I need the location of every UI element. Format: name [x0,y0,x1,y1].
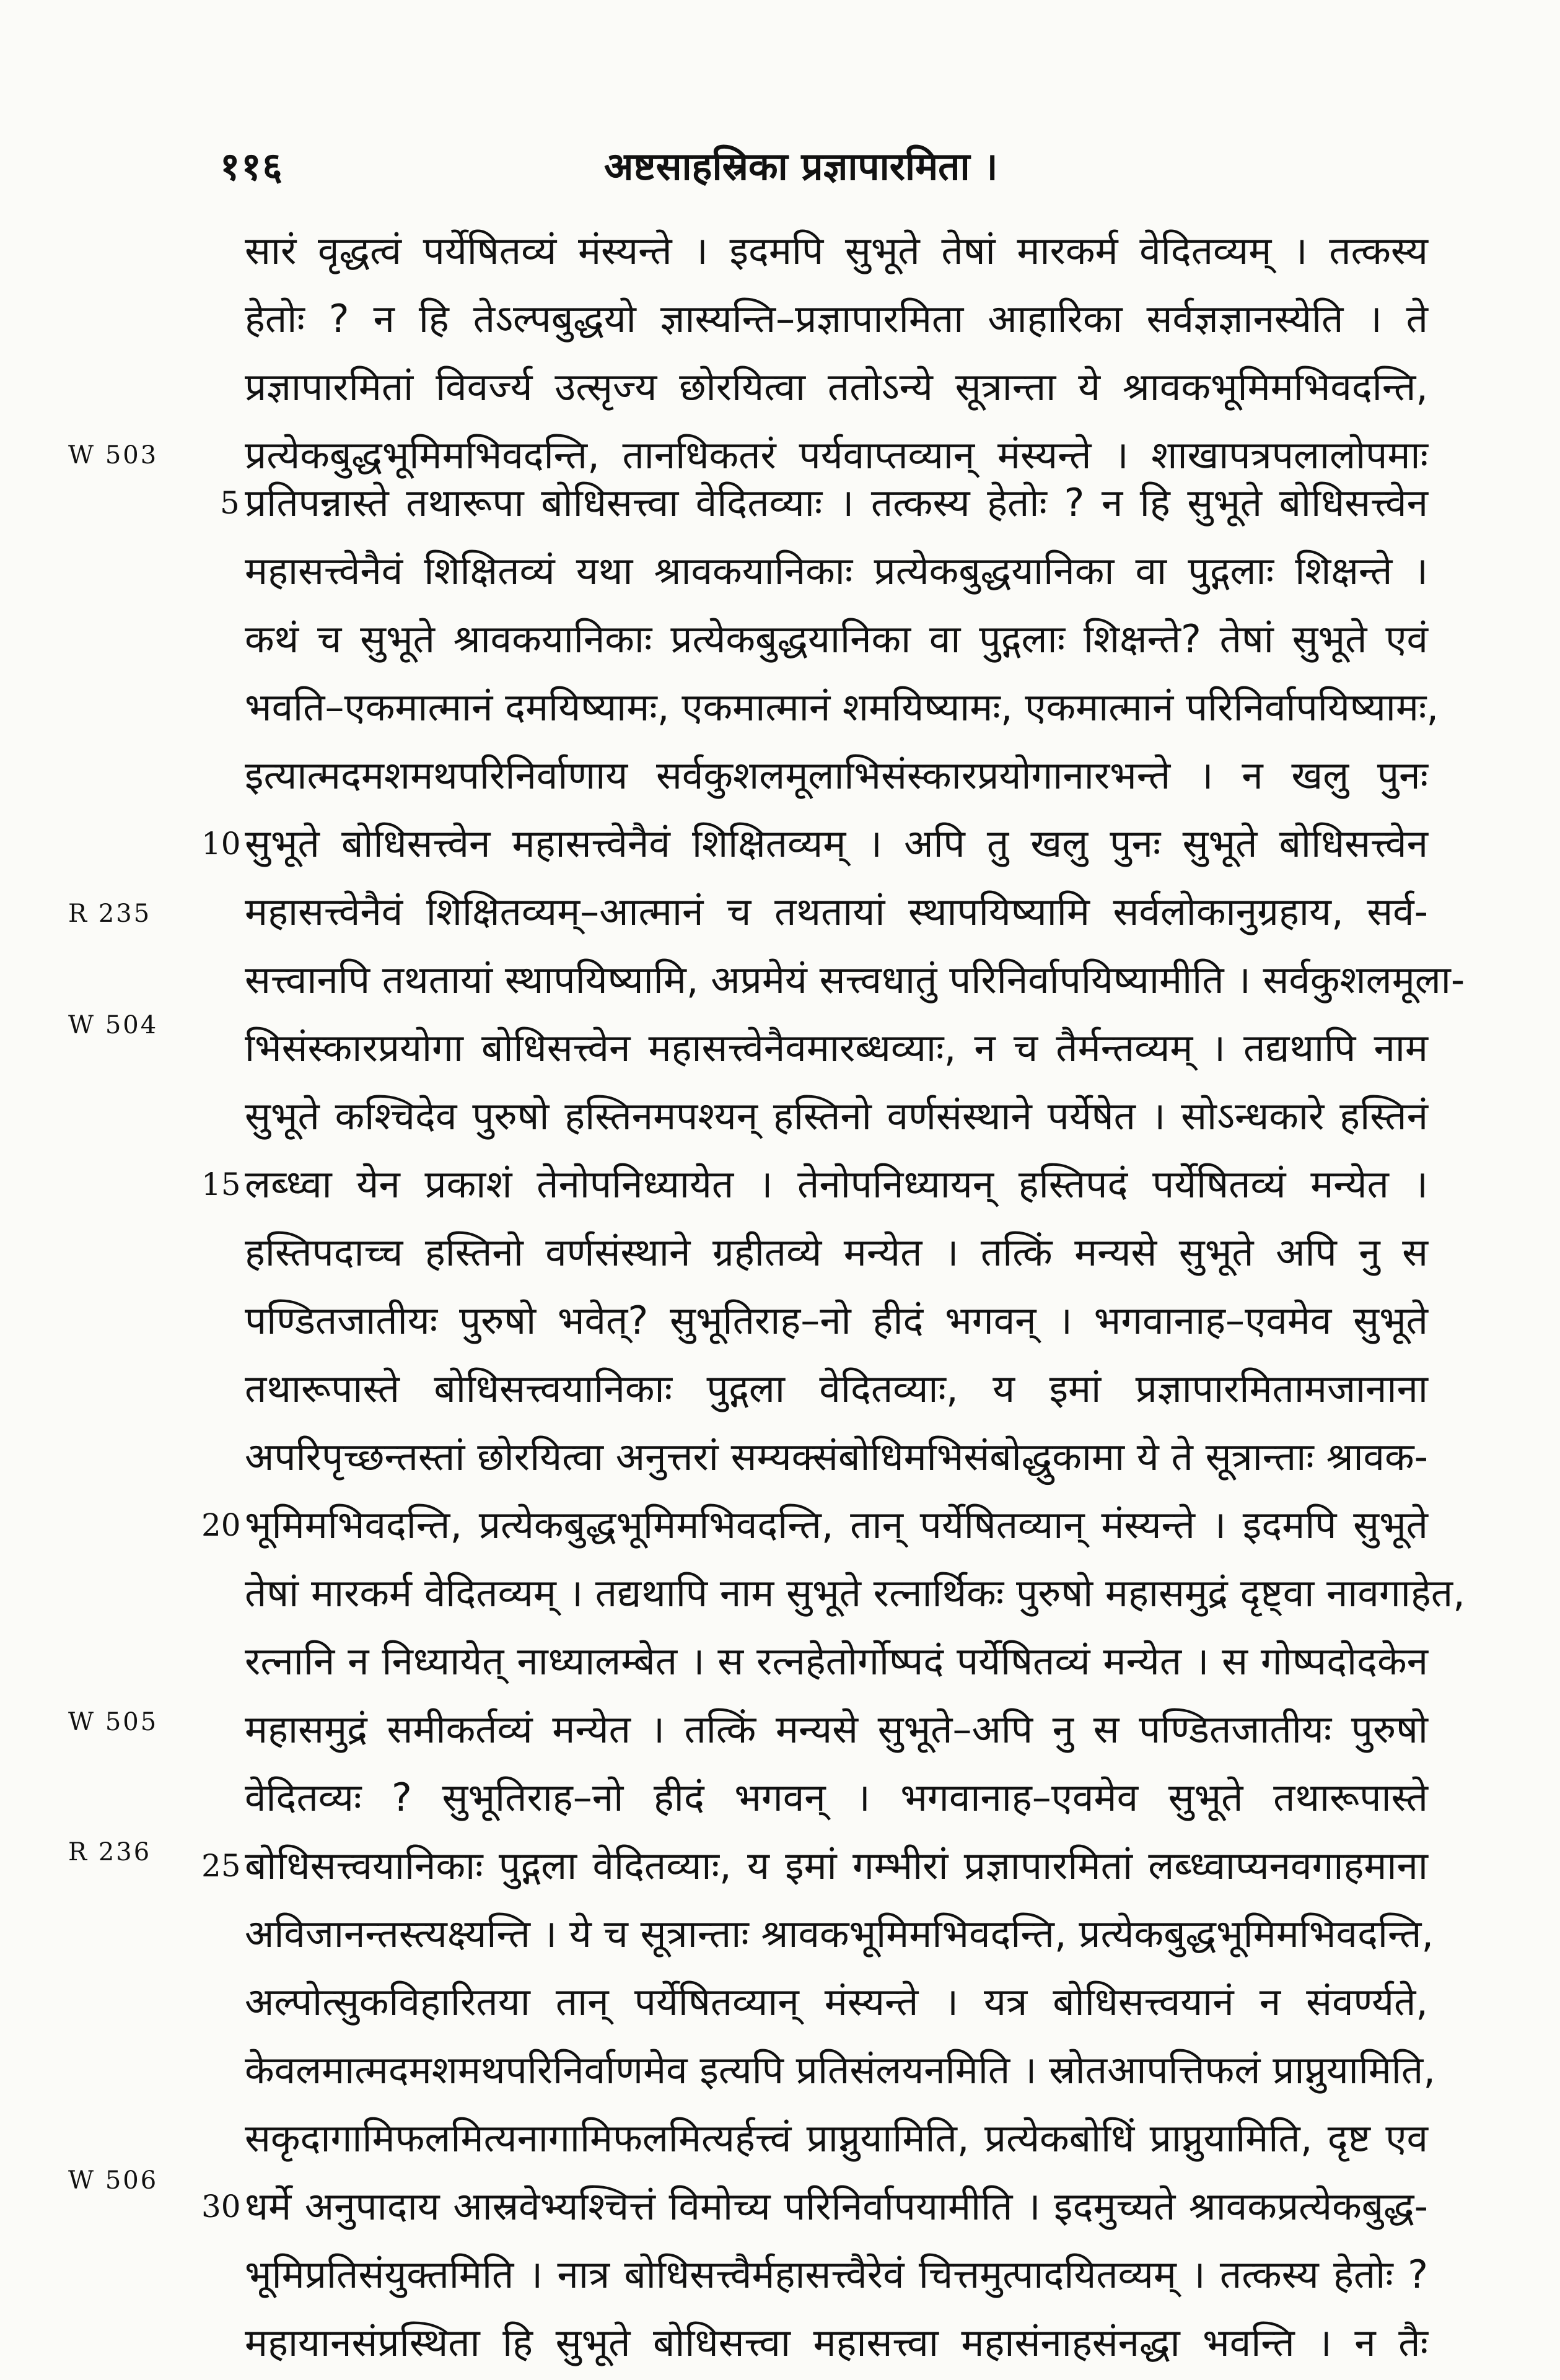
text-line: तथारूपास्ते बोधिसत्त्वयानिकाः पुद्गला वेदितव्याः, य इमां प्रज्ञापारमितामजानाना [245,1366,1428,1411]
text-line: अपरिपृच्छन्तस्तां छोरयित्वा अनुत्तरां सम्यक्संबोधिमभिसंबोद्धुकामा ये ते सूत्रान्ताः श्रावक- [245,1434,1428,1479]
text-line: महासत्त्वेनैवं शिक्षितव्यं यथा श्रावकयानिकाः प्रत्येकबुद्धयानिका वा पुद्गलाः शिक्षन्ते । [245,548,1428,593]
line-number: 20 [201,1507,241,1543]
text-line: सत्त्वानपि तथतायां स्थापयिष्यामि, अप्रमेयं सत्त्वधातुं परिनिर्वापयिष्यामीति । सर्वकुशलमूला- [245,957,1465,1002]
text-line: पण्डितजातीयः पुरुषो भवेत्? सुभूतिराह–नो हीदं भगवन् । भगवानाह–एवमेव सुभूते [245,1298,1428,1343]
text-line: तेषां मारकर्म वेदितव्यम् । तद्यथापि नाम सुभूते रत्नार्थिकः पुरुषो महासमुद्रं दृष्ट्वा नावगाहेत, [245,1570,1465,1616]
text-line: हेतोः ? न हि तेऽल्पबुद्धयो ज्ञास्यन्ति–प्रज्ञापारमिता आहारिका सर्वज्ञज्ञानस्येति । ते [245,296,1428,341]
text-line: सुभूते कश्चिदेव पुरुषो हस्तिनमपश्यन् हस्तिनो वर्णसंस्थाने पर्येषेत । सोऽन्धकारे हस्तिनं [245,1093,1428,1139]
text-line: प्रज्ञापारमितां विवर्ज्य उत्सृज्य छोरयित्वा ततोऽन्ये सूत्रान्ता ये श्रावकभूमिमभिवदन्ति, [245,364,1428,409]
line-number: 25 [201,1848,241,1884]
page-header [220,139,1434,195]
text-line: भूमिप्रतिसंयुक्तमिति । नात्र बोधिसत्त्वैर्महासत्त्वैरेवं चित्तमुत्पादयितव्यम् । तत्कस्य हेतोः ? [245,2252,1428,2297]
margin-ref: W 505 [68,1708,159,1736]
text-line: वेदितव्यः ? सुभूतिराह–नो हीदं भगवन् । भगवानाह–एवमेव सुभूते तथारूपास्ते [245,1775,1428,1820]
text-line: प्रतिपन्नास्ते तथारूपा बोधिसत्त्वा वेदितव्याः । तत्कस्य हेतोः ? न हि सुभूते बोधिसत्त्वेन [245,480,1428,525]
text-line: महासत्त्वेनैवं शिक्षितव्यम्–आत्मानं च तथतायां स्थापयिष्यामि सर्वलोकानुग्रहाय, सर्व- [245,889,1428,934]
text-line: भिसंस्कारप्रयोगा बोधिसत्त्वेन महासत्त्वेनैवमारब्धव्याः, न च तैर्मन्तव्यम् । तद्यथापि नाम [245,1025,1428,1070]
text-line: सारं वृद्धत्वं पर्येषितव्यं मंस्यन्ते । इदमपि सुभूते तेषां मारकर्म वेदितव्यम् । तत्कस्य [245,228,1428,273]
text-line: भूमिमभिवदन्ति, प्रत्येकबुद्धभूमिमभिवदन्ति, तान् पर्येषितव्यान् मंस्यन्ते । इदमपि सुभूते [245,1502,1428,1547]
text-line: केवलमात्मदमशमथपरिनिर्वाणमेव इत्यपि प्रतिसंलयनमिति । स्रोतआपत्तिफलं प्राप्नुयामिति, [245,2047,1435,2093]
page-number: ११६ [220,144,284,189]
text-line: लब्ध्वा येन प्रकाशं तेनोपनिध्यायेत । तेनोपनिध्यायन् हस्तिपदं पर्येषितव्यं मन्येत । [245,1162,1428,1207]
margin-ref: R 235 [68,899,152,928]
text-line: भवति–एकमात्मानं दमयिष्यामः, एकमात्मानं शमयिष्यामः, एकमात्मानं परिनिर्वापयिष्यामः, [245,685,1439,730]
text-line: अविजानन्तस्त्यक्ष्यन्ति । ये च सूत्रान्ताः श्रावकभूमिमभिवदन्ति, प्रत्येकबुद्धभूमिमभिवदन्ति, [245,1911,1434,1956]
line-number: 10 [201,826,241,862]
text-line: महासमुद्रं समीकर्तव्यं मन्येत । तत्किं मन्यसे सुभूते–अपि नु स पण्डितजातीयः पुरुषो [245,1707,1428,1752]
line-number: 15 [201,1166,241,1202]
text-line: बोधिसत्त्वयानिकाः पुद्गला वेदितव्याः, य इमां गम्भीरां प्रज्ञापारमितां लब्ध्वाप्यनवगाहमाना [245,1843,1428,1888]
margin-ref: R 236 [68,1838,152,1866]
text-line: इत्यात्मदमशमथपरिनिर्वाणाय सर्वकुशलमूलाभिसंस्कारप्रयोगानारभन्ते । न खलु पुनः [245,753,1428,798]
text-line: रत्नानि न निध्यायेत् नाध्यालम्बेत । स रत्नहेतोर्गोष्पदं पर्येषितव्यं मन्येत । स गोष्पदोदकेन [245,1638,1428,1684]
text-line: प्रत्येकबुद्धभूमिमभिवदन्ति, तानधिकतरं पर्यवाप्तव्यान् मंस्यन्ते । शाखापत्रपलालोपमाः [245,432,1428,478]
text-line: सुभूते बोधिसत्त्वेन महासत्त्वेनैवं शिक्षितव्यम् । अपि तु खलु पुनः सुभूते बोधिसत्त्वेन [245,821,1428,866]
text-line: कथं च सुभूते श्रावकयानिकाः प्रत्येकबुद्धयानिका वा पुद्गलाः शिक्षन्ते? तेषां सुभूते एवं [245,616,1428,662]
line-number: 30 [201,2189,241,2225]
line-number: 5 [220,485,240,521]
running-title: अष्टसाहस्रिका प्रज्ञापारमिता । [604,144,998,189]
text-line: सकृदागामिफलमित्यनागामिफलमित्यर्हत्त्वं प्राप्नुयामिति, प्रत्येकबोधिं प्राप्नुयामिति, दृष्ट एव [245,2115,1428,2161]
text-line: हस्तिपदाच्च हस्तिनो वर्णसंस्थाने ग्रहीतव्ये मन्येत । तत्किं मन्यसे सुभूते अपि नु स [245,1230,1428,1275]
text-line: महायानसंप्रस्थिता हि सुभूते बोधिसत्त्वा महासत्त्वा महासंनाहसंनद्धा भवन्ति । न तैः [245,2320,1428,2365]
text-line: अल्पोत्सुकविहारितया तान् पर्येषितव्यान् मंस्यन्ते । यत्र बोधिसत्त्वयानं न संवर्ण्यते, [245,1979,1428,2024]
text-line: धर्मे अनुपादाय आस्रवेभ्यश्चित्तं विमोच्य परिनिर्वापयामीति । इदमुच्यते श्रावकप्रत्येकबुद्ध- [245,2184,1428,2229]
margin-ref: W 506 [68,2166,159,2195]
margin-ref: W 504 [68,1011,159,1039]
margin-ref: W 503 [68,441,159,470]
